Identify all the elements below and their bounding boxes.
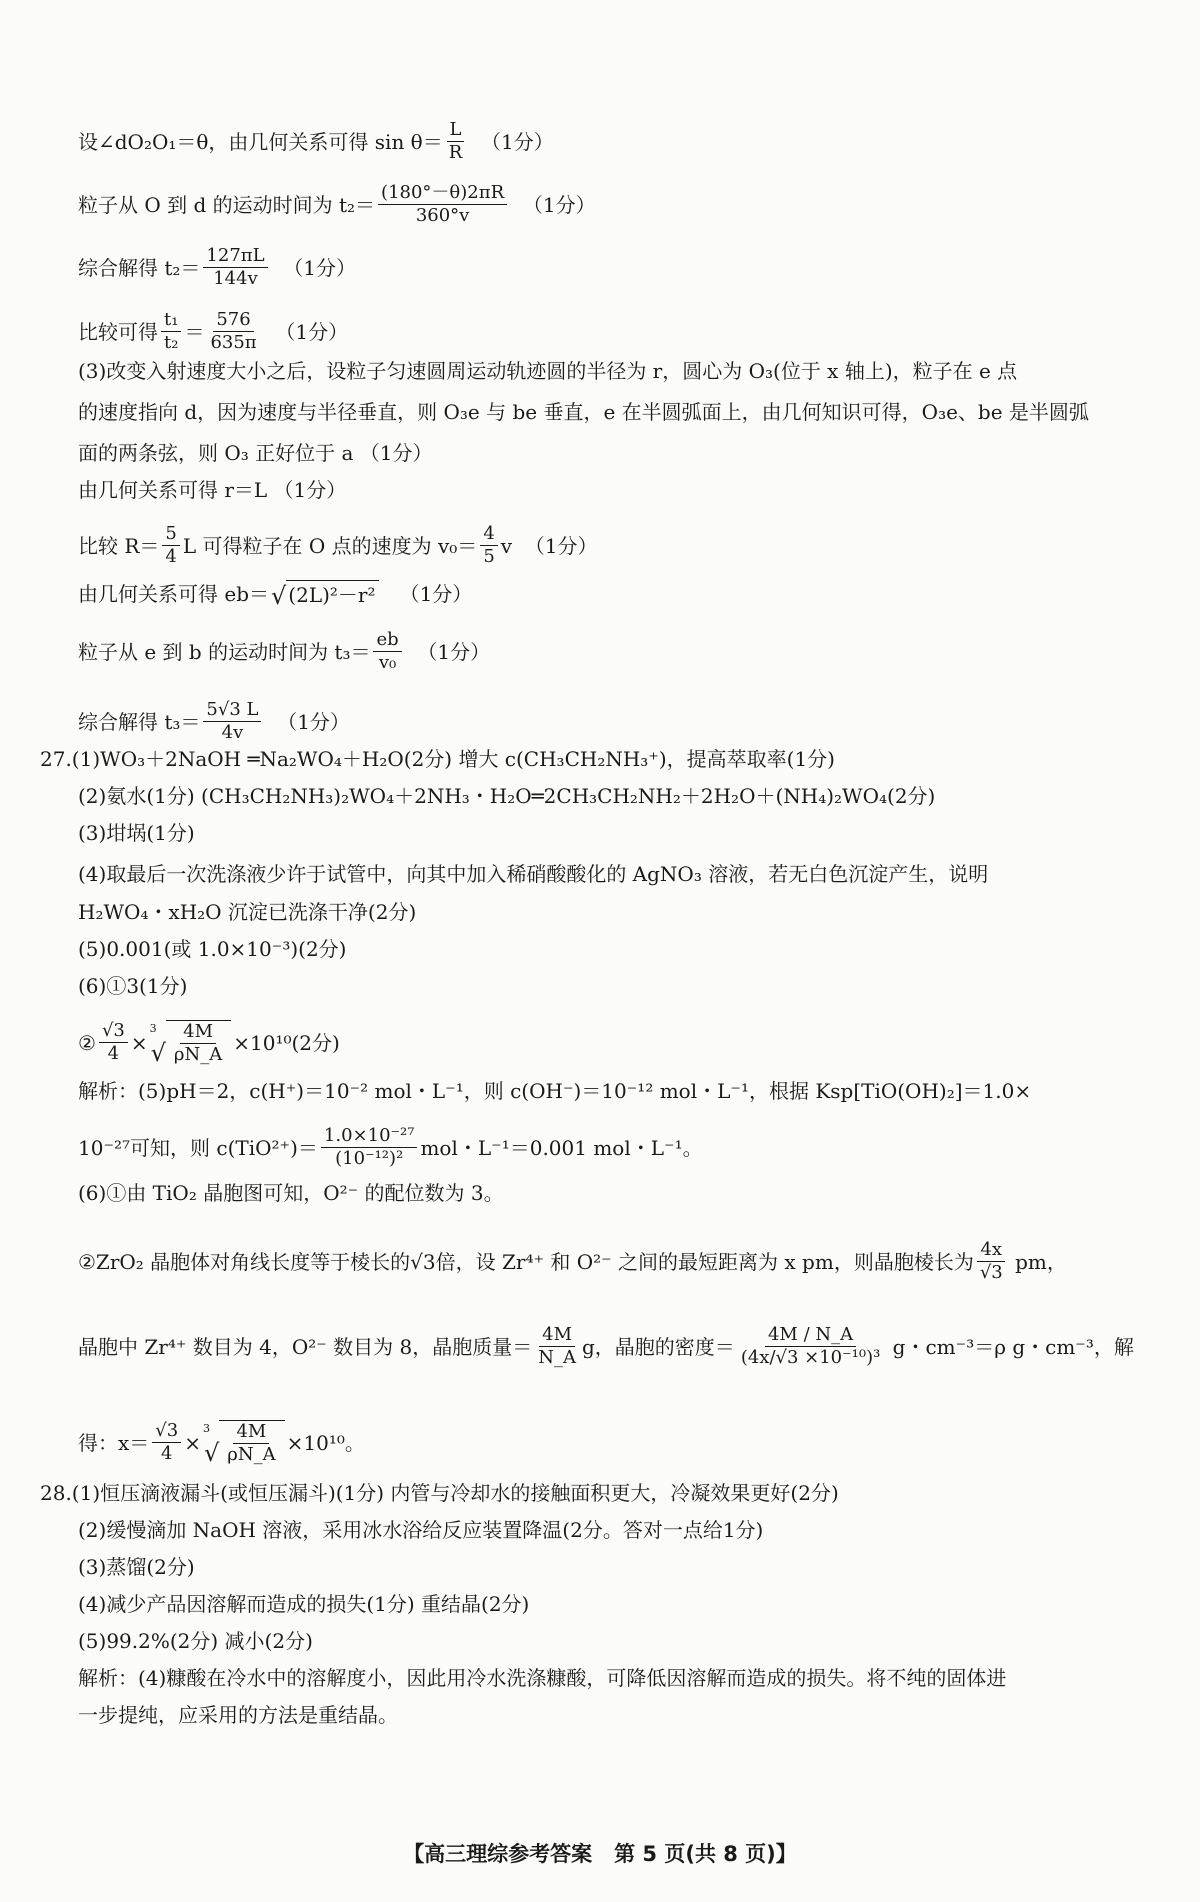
denominator: 4v: [221, 722, 244, 743]
line-23: (6)①由 TiO₂ 晶胞图可知，O²⁻ 的配位数为 3。: [78, 1181, 504, 1205]
fraction: [738, 1325, 884, 1368]
denominator: ρN_A: [227, 1444, 276, 1465]
fraction: [171, 1022, 225, 1065]
radical-sign: √: [150, 1039, 166, 1067]
text: （1分）: [380, 582, 473, 606]
fraction: [207, 310, 259, 353]
radicand: (2L)²－r²: [286, 580, 378, 608]
line-16: (4)取最后一次洗涤液少许于试管中，向其中加入稀硝酸酸化的 AgNO₃ 溶液，若无白色沉淀产生，说明: [78, 862, 989, 886]
line-6: 的速度指向 d，因为速度与半径垂直，则 O₃e 与 be 垂直，e 在半圆弧面上，由几何知识可得，O₃e、be 是半圆弧: [78, 400, 1089, 424]
fraction: [162, 524, 179, 567]
text: 设∠dO₂O₁＝θ，由几何关系可得 sin θ＝: [78, 129, 443, 154]
line-9: [78, 524, 1148, 567]
line-26: [78, 1420, 1148, 1465]
line-12: [78, 700, 1148, 743]
line-18: (5)0.001(或 1.0×10⁻³)(2分): [78, 937, 347, 961]
text: 晶胞中 Zr⁴⁺ 数目为 4，O²⁻ 数目为 8，晶胞质量＝: [78, 1334, 533, 1359]
numerator: 5: [162, 524, 179, 546]
denominator: v₀: [378, 652, 397, 673]
line-20: [78, 1020, 1148, 1065]
numerator: 4M: [539, 1325, 575, 1347]
text: （1分）: [270, 255, 357, 280]
text: mol・L⁻¹＝0.001 mol・L⁻¹。: [420, 1135, 703, 1160]
numerator: √3: [99, 1021, 128, 1043]
line-1: [78, 120, 1148, 163]
fraction: [203, 246, 267, 289]
line-13: 27.(1)WO₃＋2NaOH ═Na₂WO₄＋H₂O(2分) 增大 c(CH₃CH₂NH₃⁺)，提高萃取率(1分): [40, 747, 835, 771]
text: g，晶胞的密度＝: [582, 1334, 735, 1359]
numerator: 1.0×10⁻²⁷: [321, 1126, 418, 1148]
fraction: [203, 700, 261, 743]
numerator: eb: [373, 630, 401, 652]
text: ②: [78, 1030, 96, 1055]
line-32: 解析：(4)糠酸在冷水中的溶解度小，因此用冷水洗涤糠酸，可降低因溶解而造成的损失。将不纯的固体进: [78, 1666, 1007, 1690]
text: （1分）: [404, 639, 491, 664]
cube-root-expression: [150, 1020, 232, 1065]
fraction: [161, 310, 181, 353]
fraction: [99, 1021, 128, 1064]
denominator: 635π: [210, 332, 257, 353]
fraction: [977, 1240, 1006, 1283]
page-footer: [0, 1838, 1200, 1868]
denominator: 5: [483, 546, 495, 567]
denominator: (4x/√3 ×10⁻¹⁰)³: [740, 1347, 881, 1368]
text: 粒子从 O 到 d 的运动时间为 t₂＝: [78, 192, 376, 217]
root-index: 3: [202, 1422, 210, 1435]
text: 综合解得 t₃＝: [78, 709, 201, 734]
radical-sign: √: [203, 1439, 220, 1467]
line-10: [78, 580, 1148, 608]
text: （1分）: [262, 319, 349, 344]
fraction: [480, 524, 497, 567]
denominator: √3: [979, 1262, 1003, 1283]
sqrt-expression: [271, 580, 379, 608]
text: （1分）: [468, 129, 554, 154]
cube-root-expression: [203, 1420, 285, 1465]
line-4: [78, 310, 1148, 353]
line-15: (3)坩埚(1分): [78, 821, 195, 845]
text: ×: [184, 1430, 201, 1455]
line-19: (6)①3(1分): [78, 974, 188, 998]
fraction: [446, 120, 466, 163]
line-29: (3)蒸馏(2分): [78, 1555, 195, 1579]
line-30: (4)减少产品因溶解而造成的损失(1分) 重结晶(2分): [78, 1592, 530, 1616]
line-24: [78, 1240, 1148, 1283]
denominator: 4: [161, 1443, 173, 1464]
line-28: (2)缓慢滴加 NaOH 溶液，采用冰水浴给反应装置降温(2分。答对一点给1分): [78, 1518, 764, 1542]
line-17: H₂WO₄・xH₂O 沉淀已洗涤干净(2分): [78, 900, 417, 924]
root-index: 3: [149, 1022, 157, 1035]
text: （1分）: [264, 709, 350, 734]
line-5: (3)改变入射速度大小之后，设粒子匀速圆周运动轨迹圆的半径为 r，圆心为 O₃(位于 x 轴上)，粒子在 e 点: [78, 359, 1018, 383]
line-14: (2)氨水(1分) (CH₃CH₂NH₃)₂WO₄＋2NH₃・H₂O═2CH₃CH₂NH₂＋2H₂O＋(NH₄)₂WO₄(2分): [78, 784, 936, 808]
numerator: 4: [480, 524, 497, 546]
fraction: [152, 1421, 181, 1464]
fraction: [321, 1126, 418, 1169]
denominator: ρN_A: [173, 1044, 223, 1065]
denominator: 4: [165, 546, 177, 567]
denominator: (10⁻¹²)²: [335, 1148, 404, 1169]
numerator: L: [447, 120, 465, 142]
text: 由几何关系可得 eb＝: [78, 582, 269, 606]
denominator: N_A: [538, 1347, 576, 1368]
footer-text: 【高三理综参考答案 第 5 页(共 8 页)】: [403, 1842, 797, 1866]
text: 比较可得: [78, 319, 158, 344]
line-25: [78, 1325, 1148, 1368]
text: v （1分）: [500, 533, 598, 558]
numerator: 4x: [977, 1240, 1005, 1262]
line-33: 一步提纯，应采用的方法是重结晶。: [78, 1703, 398, 1727]
text: ×10¹⁰。: [286, 1430, 365, 1455]
text: 比较 R＝: [78, 533, 160, 558]
line-8: 由几何关系可得 r＝L （1分）: [78, 478, 347, 502]
denominator: 360°v: [415, 205, 470, 226]
radicand: [166, 1020, 231, 1065]
line-27: 28.(1)恒压滴液漏斗(或恒压漏斗)(1分) 内管与冷却水的接触面积更大，冷凝效果更好(2分): [40, 1481, 839, 1505]
line-3: [78, 246, 1148, 289]
text: ×10¹⁰(2分): [233, 1030, 340, 1055]
fraction: [373, 630, 401, 673]
line-21: 解析：(5)pH＝2，c(H⁺)＝10⁻² mol・L⁻¹，则 c(OH⁻)＝10⁻¹² mol・L⁻¹，根据 Ksp[TiO(OH)₂]＝1.0×: [78, 1079, 1032, 1103]
numerator: t₁: [161, 310, 181, 332]
text: 得：x＝: [78, 1430, 150, 1455]
line-2: [78, 183, 1148, 226]
text: （1分）: [510, 192, 596, 217]
denominator: 144v: [213, 268, 258, 289]
numerator: 127πL: [203, 246, 267, 268]
fraction: [535, 1325, 579, 1368]
text: pm，: [1008, 1249, 1067, 1274]
line-31: (5)99.2%(2分) 减小(2分): [78, 1629, 313, 1653]
numerator: (180°－θ)2πR: [378, 183, 507, 205]
text: ②ZrO₂ 晶胞体对角线长度等于棱长的√3倍，设 Zr⁴⁺ 和 O²⁻ 之间的最短距离为 x pm，则晶胞棱长为: [78, 1249, 974, 1274]
numerator: 4M: [233, 1422, 269, 1444]
text: g・cm⁻³＝ρ g・cm⁻³，解: [886, 1334, 1134, 1359]
denominator: R: [448, 142, 463, 163]
denominator: t₂: [164, 332, 179, 353]
radicand: [219, 1420, 284, 1465]
text: 综合解得 t₂＝: [78, 255, 201, 280]
numerator: 4M / N_A: [765, 1325, 856, 1347]
text: ×: [130, 1030, 148, 1055]
numerator: 576: [213, 310, 253, 332]
text: L 可得粒子在 O 点的速度为 v₀＝: [182, 533, 478, 558]
numerator: √3: [152, 1421, 181, 1443]
line-7: 面的两条弦，则 O₃ 正好位于 a （1分）: [78, 441, 433, 465]
text: ＝: [184, 319, 205, 344]
line-22: [78, 1126, 1148, 1169]
denominator: 4: [107, 1043, 120, 1064]
numerator: 4M: [180, 1022, 216, 1044]
line-11: [78, 630, 1148, 673]
text: 10⁻²⁷可知，则 c(TiO²⁺)＝: [78, 1135, 318, 1160]
text: 粒子从 e 到 b 的运动时间为 t₃＝: [78, 639, 371, 664]
numerator: 5√3 L: [203, 700, 261, 722]
fraction: [224, 1422, 278, 1465]
fraction: [378, 183, 507, 226]
radical-sign: √: [271, 582, 287, 610]
